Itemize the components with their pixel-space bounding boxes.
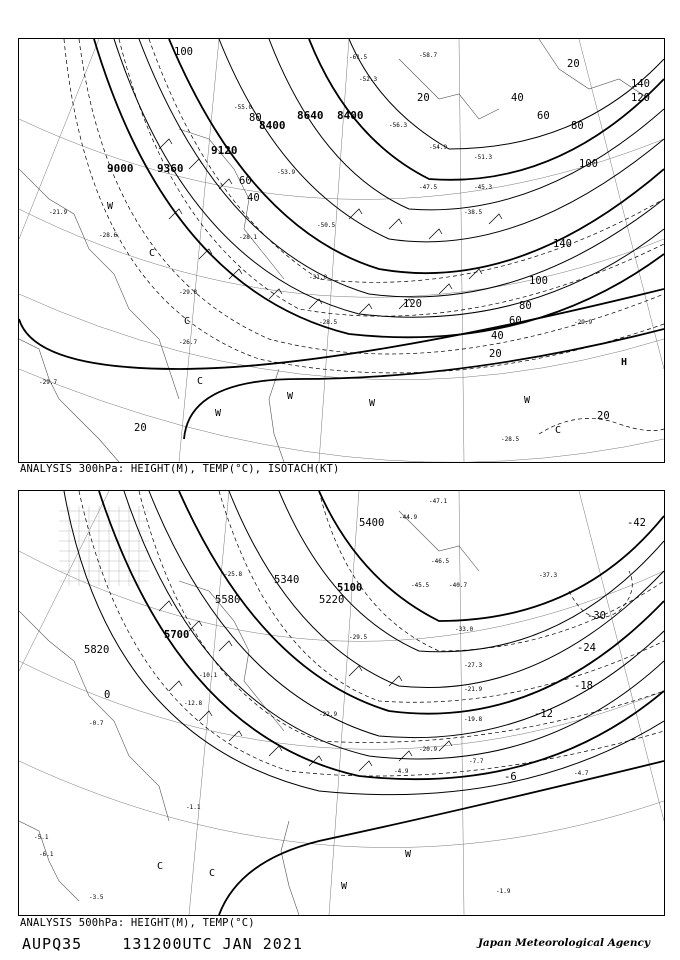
height-label: 9360 — [157, 162, 184, 175]
isotherm-label: -30 — [587, 610, 606, 622]
temp-value: -44.9 — [399, 514, 418, 521]
isotach-label: 120 — [631, 92, 650, 104]
temperature-values — [34, 498, 589, 901]
center-symbol: H — [621, 357, 628, 368]
isotach-label: 40 — [491, 330, 504, 342]
center-symbol: W — [405, 849, 412, 860]
temp-value: -46.5 — [431, 558, 450, 565]
chart-id: AUPQ35 — [22, 935, 83, 953]
temp-value: -7.7 — [469, 758, 484, 765]
temp-value: -31.0 — [309, 274, 328, 281]
temp-value: -27.3 — [464, 662, 483, 669]
temp-value: -20.9 — [419, 746, 438, 753]
temp-value: -50.5 — [317, 222, 336, 229]
height-label: 5580 — [215, 594, 241, 606]
center-symbol: W — [287, 391, 294, 402]
isotach-label: 20 — [567, 58, 580, 70]
isotach-label: 20 — [597, 410, 610, 422]
temp-value: -1.1 — [186, 804, 201, 811]
terrain-hatch — [59, 506, 149, 586]
temp-value: -33.0 — [455, 626, 474, 633]
temp-value: -21.9 — [464, 686, 483, 693]
center-symbol: C — [157, 861, 164, 872]
isotach-label: 100 — [579, 158, 598, 170]
center-symbol: W — [215, 408, 222, 419]
temp-value: -54.9 — [429, 144, 448, 151]
isotach-lines — [64, 39, 664, 434]
isotach-label: 60 — [509, 315, 522, 327]
isotherm-label: -6 — [504, 771, 517, 783]
isotach-label: 140 — [553, 238, 572, 250]
height-label: 5340 — [274, 574, 300, 586]
temp-value: -21.9 — [49, 209, 68, 216]
temp-value: -4.7 — [574, 770, 589, 777]
height-label: 8400 — [337, 109, 364, 122]
isotherm-label: -24 — [577, 642, 596, 654]
height-label: 9000 — [107, 162, 134, 175]
height-label: 5220 — [319, 594, 345, 606]
map-panel-500hpa — [18, 490, 665, 916]
height-contours — [64, 491, 664, 915]
isotach-label: 20 — [417, 92, 430, 104]
temp-value: -58.7 — [419, 52, 438, 59]
map-300hpa — [19, 39, 664, 462]
center-symbols — [157, 849, 412, 892]
height-label: 8640 — [297, 109, 324, 122]
isotach-label: 80 — [249, 112, 262, 124]
height-label: 5820 — [84, 644, 110, 656]
isotach-label: 100 — [174, 46, 193, 58]
isotherm-label: -12 — [534, 708, 553, 720]
temp-value: -29.9 — [574, 319, 593, 326]
height-label: 5100 — [337, 582, 363, 594]
temp-value: -3.5 — [89, 894, 104, 901]
center-symbol: W — [341, 881, 348, 892]
chart-code — [22, 935, 303, 953]
height-label: 9120 — [211, 144, 238, 157]
grid-lines — [19, 491, 664, 915]
temp-value: -45.3 — [474, 184, 493, 191]
temp-value: -6.1 — [39, 851, 54, 858]
temp-value: -29.8 — [179, 289, 198, 296]
temp-value: -51.3 — [474, 154, 493, 161]
center-symbol: C — [149, 248, 156, 259]
temp-value: -12.8 — [184, 700, 203, 707]
temp-value: -4.9 — [394, 768, 409, 775]
temp-value: -45.5 — [411, 582, 430, 589]
temp-value: -0.7 — [89, 720, 104, 727]
caption-300hpa: ANALYSIS 300hPa: HEIGHT(M), TEMP(°C), ISOTACH(KT) — [20, 463, 340, 475]
isotach-label: 60 — [239, 175, 252, 187]
isotach-label: 140 — [631, 78, 650, 90]
caption-500hpa: ANALYSIS 500hPa: HEIGHT(M), TEMP(°C) — [20, 917, 255, 929]
map-500hpa — [19, 491, 664, 915]
isotach-label: 40 — [247, 192, 260, 204]
isotherm-label: -18 — [574, 680, 593, 692]
center-symbol: W — [107, 201, 114, 212]
isotach-label: 80 — [519, 300, 532, 312]
center-symbol: W — [369, 398, 376, 409]
temp-value: -47.5 — [419, 184, 438, 191]
temp-value: -28.5 — [501, 436, 520, 443]
temp-value: -28.1 — [239, 234, 258, 241]
center-symbol: W — [524, 395, 531, 406]
temp-value: -1.9 — [496, 888, 511, 895]
agency-name: Japan Meteorological Agency — [477, 937, 650, 949]
isotach-label: 20 — [489, 348, 502, 360]
isotach-label: 20 — [134, 422, 147, 434]
isotherm-label: -42 — [627, 517, 646, 529]
temp-value: -47.1 — [429, 498, 448, 505]
isotach-label: 40 — [511, 92, 524, 104]
temp-value: -29.7 — [39, 379, 58, 386]
temp-value: -56.3 — [389, 122, 408, 129]
temp-value: -5.1 — [34, 834, 49, 841]
valid-time: 131200UTC JAN 2021 — [122, 935, 303, 953]
temp-value: -26.7 — [179, 339, 198, 346]
wind-barbs — [159, 601, 452, 771]
temp-value: -52.3 — [359, 76, 378, 83]
center-symbol: C — [184, 316, 191, 327]
temp-value: -37.3 — [539, 572, 558, 579]
temp-value: -40.7 — [449, 582, 468, 589]
isotach-label: 60 — [537, 110, 550, 122]
temp-value: -55.0 — [234, 104, 253, 111]
isotach-label: 100 — [529, 275, 548, 287]
isotach-label: 120 — [403, 298, 422, 310]
temp-value: -10.1 — [199, 672, 218, 679]
isotach-label: 80 — [571, 120, 584, 132]
temp-value: -28.5 — [319, 319, 338, 326]
temp-value: -38.5 — [464, 209, 483, 216]
center-symbol: C — [197, 376, 204, 387]
isotherm-label: 0 — [104, 689, 111, 701]
temp-value: -61.5 — [349, 54, 368, 61]
temp-value: -22.9 — [319, 711, 338, 718]
height-label: 8400 — [259, 119, 286, 132]
temp-value: -28.6 — [99, 232, 118, 239]
temp-value: -19.8 — [464, 716, 483, 723]
temp-value: -29.5 — [349, 634, 368, 641]
height-label: 5700 — [164, 629, 190, 641]
height-label: 5400 — [359, 517, 385, 529]
center-symbol: C — [555, 425, 562, 436]
map-panel-300hpa — [18, 38, 665, 463]
temp-value: -53.9 — [277, 169, 296, 176]
center-symbol: C — [209, 868, 216, 879]
temp-value: -25.8 — [224, 571, 243, 578]
